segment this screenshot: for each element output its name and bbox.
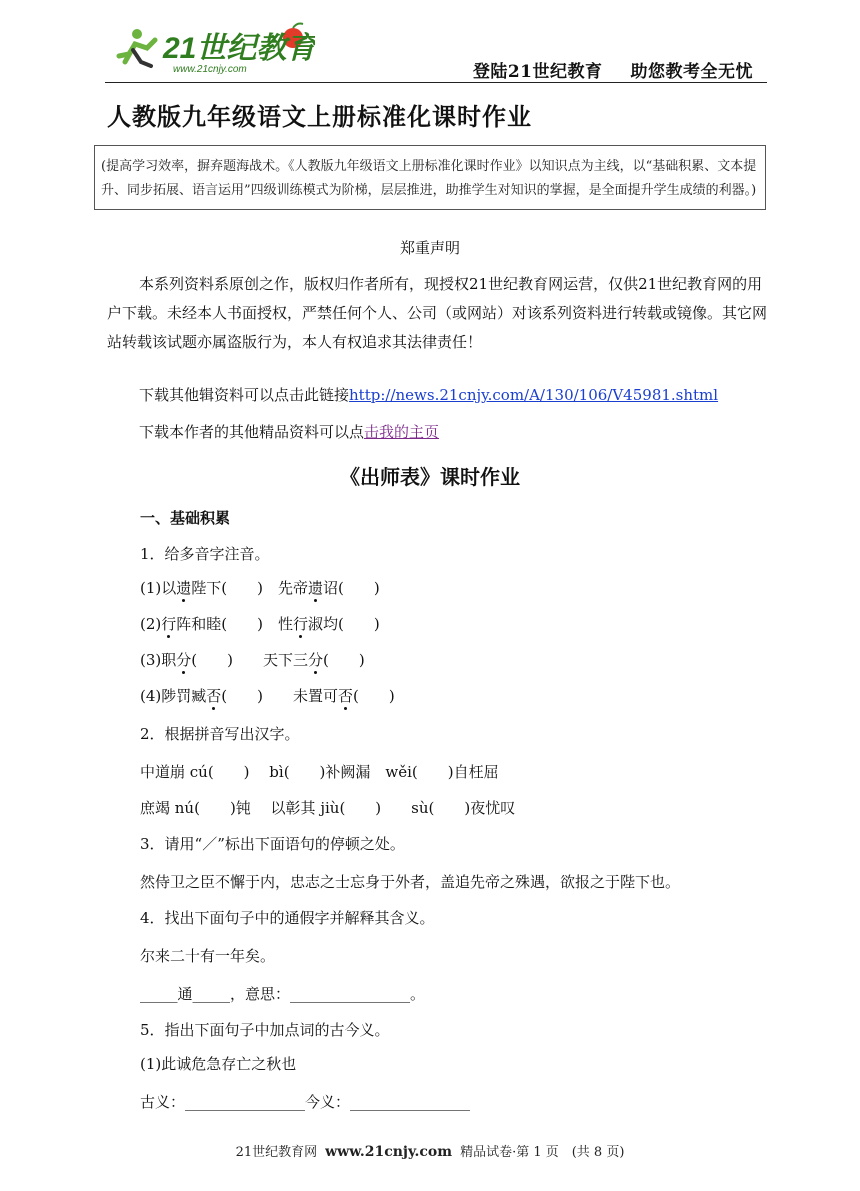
q1-dotted-char: 行 xyxy=(161,615,177,633)
intro-box: (提高学习效率，摒弃题海战术。《人教版九年级语文上册标准化课时作业》以知识点为主线，以“基础积累、文本提升、同步拓展、语言运用”四级训练模式为阶梯，层层推进，助推学生对知识的掌握，是全面提升学生成绩的利器。) xyxy=(94,145,766,210)
q1-stem: 1．给多音字注音。 xyxy=(140,545,270,563)
q1-row-text: (1)以 xyxy=(140,579,177,597)
q1-row-text: ( ) xyxy=(353,687,395,705)
q1-row-3 xyxy=(140,649,365,670)
q1-dotted-char: 遗 xyxy=(307,579,323,597)
download-other-link[interactable]: http://news.21cnjy.com/A/130/106/V45981.shtml xyxy=(349,386,719,404)
q4-text: 尔来二十有一年矣。 xyxy=(140,947,276,965)
page-footer xyxy=(0,1141,860,1160)
header-divider xyxy=(105,82,767,83)
q1-dotted-char: 否 xyxy=(206,687,222,705)
q1-row-1 xyxy=(140,577,380,598)
logo-url: www.21cnjy.com xyxy=(173,64,247,75)
q1-row-2 xyxy=(140,613,380,634)
q2-stem: 2．根据拼音写出汉字。 xyxy=(140,725,300,743)
q2-line-2: 庶竭 nú( )钝 以彰其 jiù( ) sù( )夜忧叹 xyxy=(140,799,516,817)
section-title: 《出师表》课时作业 xyxy=(340,465,520,489)
q1-dotted-char: 否 xyxy=(337,687,353,705)
site-logo xyxy=(115,22,315,78)
q1-row-4 xyxy=(140,685,395,706)
q1-row-text: (4)陟罚臧 xyxy=(140,687,207,705)
notice-body: 本系列资料系原创之作，版权归作者所有，现授权21世纪教育网运营，仅供21世纪教育网的用户下载。未经本人书面授权，严禁任何个人、公司（或网站）对该系列资料进行转载或镜像。其它网站转载该试题亦属盗版行为，本人有权追求其法律责任！ xyxy=(107,275,768,351)
part1-heading: 一、基础积累 xyxy=(140,509,231,527)
notice-title: 郑重声明 xyxy=(399,239,460,257)
footer-site: 21世纪教育网 xyxy=(235,1145,318,1160)
download-author-prefix: 下载本作者的其他精品资料可以点 xyxy=(139,423,365,441)
download-other-line xyxy=(107,381,767,410)
q3-stem: 3．请用“／”标出下面语句的停顿之处。 xyxy=(140,835,405,853)
download-other-prefix: 下载其他辑资料可以点击此链接 xyxy=(139,386,350,404)
header-login-text: 登陆21世纪教育 xyxy=(472,62,603,82)
q1-row-text: (2) xyxy=(140,615,162,633)
q1-dotted-char: 分 xyxy=(307,651,323,669)
footer-page: 精品试卷·第 1 页 (共 8 页) xyxy=(460,1145,625,1160)
q1-row-text: ( ) 未置可 xyxy=(221,687,338,705)
q1-dotted-char: 遗 xyxy=(176,579,192,597)
download-author-line xyxy=(107,418,767,447)
q5-sub-1: (1)此诚危急存亡之秋也 xyxy=(140,1055,297,1073)
header-slogan xyxy=(445,57,753,82)
q4-answer: _____通_____，意思：________________。 xyxy=(140,985,426,1003)
q1-row-text: (3)职 xyxy=(140,651,177,669)
q3-text: 然侍卫之臣不懈于内，忠志之士忘身于外者，盖追先帝之殊遇，欲报之于陛下也。 xyxy=(140,873,681,891)
header-slogan-text: 助您教考全无忧 xyxy=(630,62,753,82)
q1-row-text: 淑均( ) xyxy=(308,615,380,633)
q1-dotted-char: 行 xyxy=(292,615,308,633)
q1-row-text: 诏( ) xyxy=(323,579,380,597)
author-homepage-link[interactable]: 击我的主页 xyxy=(364,423,440,441)
document-title: 人教版九年级语文上册标准化课时作业 xyxy=(107,103,532,131)
q1-row-text: ( ) xyxy=(323,651,365,669)
q1-dotted-char: 分 xyxy=(176,651,192,669)
q4-stem: 4．找出下面句子中的通假字并解释其含义。 xyxy=(140,909,435,927)
q1-row-text: ( ) 天下三 xyxy=(191,651,308,669)
footer-url: www.21cnjy.com xyxy=(325,1144,453,1160)
q5-stem: 5．指出下面句子中加点词的古今义。 xyxy=(140,1021,390,1039)
q1-row-text: 阵和睦( ) 性 xyxy=(176,615,293,633)
logo-text: 21世纪教育 xyxy=(163,32,315,65)
q5-answer: 古义：________________今义：________________ xyxy=(140,1093,471,1111)
q2-line-1: 中道崩 cú( ) bì( )补阙漏 wěi( )自枉屈 xyxy=(140,763,499,781)
q1-row-text: 陛下( ) 先帝 xyxy=(191,579,308,597)
